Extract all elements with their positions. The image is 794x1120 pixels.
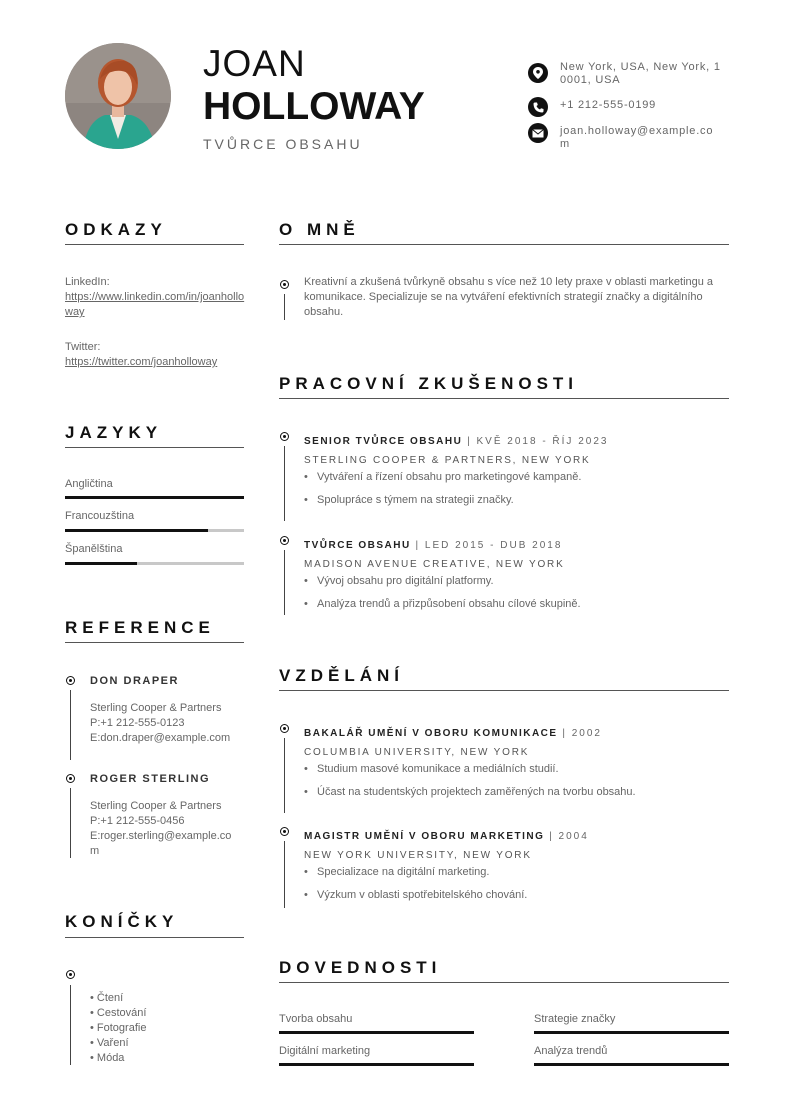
portrait-image xyxy=(65,43,171,149)
school-name: NEW YORK UNIVERSITY, NEW YORK xyxy=(304,850,532,861)
language-name: Angličtina xyxy=(65,478,113,490)
education-bullet-text: Výzkum v oblasti spotřebitelského chování. xyxy=(317,889,528,901)
education-bullet-text: Účast na studentských projektech zaměřených na tvorbu obsahu. xyxy=(317,786,636,798)
timeline-marker-icon xyxy=(280,724,289,733)
link-item-linkedin xyxy=(65,275,245,320)
job-heading xyxy=(304,535,562,553)
education-heading xyxy=(304,723,602,741)
job-title: SENIOR TVŮRCE OBSAHU xyxy=(304,436,463,447)
job-company: STERLING COOPER & PARTNERS, NEW YORK xyxy=(304,455,591,466)
skill-level-bar xyxy=(279,1031,474,1034)
language-level-bar xyxy=(65,496,244,499)
reference-name: DON DRAPER xyxy=(90,675,179,687)
education-bullet: • Studium masové komunikace a mediálních studií. xyxy=(304,763,559,775)
school-name: COLUMBIA UNIVERSITY, NEW YORK xyxy=(304,747,530,758)
language-level-fill xyxy=(65,496,244,499)
skill-name: Digitální marketing xyxy=(279,1045,371,1057)
degree-separator: | xyxy=(557,728,572,739)
job-title: TVŮRCE OBSAHU xyxy=(304,540,411,551)
reference-email: E:don.draper@example.com xyxy=(90,732,231,744)
skill-level-bar xyxy=(534,1031,729,1034)
skill-level-bar xyxy=(279,1063,474,1066)
reference-details xyxy=(90,799,240,859)
education-bullet: • Účast na studentských projektech zaměřených na tvorbu obsahu. xyxy=(304,786,636,798)
skills-section-title: DOVEDNOSTI xyxy=(279,958,442,977)
about-divider xyxy=(279,244,729,245)
language-level-bar xyxy=(65,562,244,565)
timeline-marker-icon xyxy=(280,827,289,836)
job-bullet: • Analýza trendů a přizpůsobení obsahu cílové skupině. xyxy=(304,598,581,610)
job-bullet-text: Spolupráce s týmem na strategii značky. xyxy=(317,494,514,506)
skill-name: Tvorba obsahu xyxy=(279,1013,353,1025)
timeline-marker-icon xyxy=(66,774,75,783)
experience-divider xyxy=(279,398,729,399)
hobbies-list xyxy=(90,991,146,1066)
last-name: HOLLOWAY xyxy=(203,85,425,128)
reference-phone: P:+1 212-555-0456 xyxy=(90,815,185,827)
language-level-fill xyxy=(65,529,208,532)
language-level-bar xyxy=(65,529,244,532)
language-name: Španělština xyxy=(65,543,123,555)
job-bullet: • Vytváření a řízení obsahu pro marketingové kampaně. xyxy=(304,471,582,483)
link-label: LinkedIn: xyxy=(65,276,110,288)
reference-phone: P:+1 212-555-0123 xyxy=(90,717,185,729)
about-text: Kreativní a zkušená tvůrkyně obsahu s více než 10 lety praxe v oblasti marketingu a komunikace. Specializuje se na vytváření efektivních strategií značky a digitálního obsahu. xyxy=(304,276,714,318)
about-section-title: O MNĚ xyxy=(279,220,360,239)
first-name: JOAN xyxy=(203,43,306,84)
contact-address: New York, USA, New York, 10001, USA xyxy=(560,61,721,86)
job-bullet-text: Vývoj obsahu pro digitální platformy. xyxy=(317,575,494,587)
language-level-fill xyxy=(65,562,137,565)
reference-name: ROGER STERLING xyxy=(90,773,211,785)
job-separator: | xyxy=(462,436,477,447)
references-section-title: REFERENCE xyxy=(65,618,215,637)
timeline-line xyxy=(284,841,285,908)
timeline-marker-icon xyxy=(280,432,289,441)
job-role: TVŮRCE OBSAHU xyxy=(203,136,363,152)
reference-company: Sterling Cooper & Partners xyxy=(90,702,222,714)
reference-company: Sterling Cooper & Partners xyxy=(90,800,222,812)
job-bullet: • Spolupráce s týmem na strategii značky. xyxy=(304,494,514,506)
education-bullet-text: Studium masové komunikace a mediálních studií. xyxy=(317,763,559,775)
education-heading xyxy=(304,826,589,844)
language-name: Francouzština xyxy=(65,510,135,522)
skill-name: Analýza trendů xyxy=(534,1045,608,1057)
links-section-title: ODKAZY xyxy=(65,220,167,239)
timeline-line xyxy=(284,738,285,813)
job-separator: | xyxy=(410,540,425,551)
experience-section-title: PRACOVNÍ ZKUŠENOSTI xyxy=(279,374,579,393)
references-divider xyxy=(65,642,244,643)
timeline-line xyxy=(70,788,71,858)
timeline-line xyxy=(284,294,285,320)
hobby-item: • Vaření xyxy=(90,1037,129,1049)
job-heading xyxy=(304,431,608,449)
degree-title: MAGISTR UMĚNÍ V OBORU MARKETING xyxy=(304,831,545,842)
job-date: KVĚ 2018 - ŘÍJ 2023 xyxy=(476,436,609,447)
education-bullet-text: Specializace na digitální marketing. xyxy=(317,866,490,878)
degree-separator: | xyxy=(544,831,559,842)
timeline-marker-icon xyxy=(66,970,75,979)
timeline-line xyxy=(70,690,71,760)
timeline-marker-icon xyxy=(280,280,289,289)
job-date: LED 2015 - DUB 2018 xyxy=(424,540,563,551)
timeline-line xyxy=(284,550,285,615)
job-company: MADISON AVENUE CREATIVE, NEW YORK xyxy=(304,559,565,570)
contact-phone: +1 212-555-0199 xyxy=(560,99,657,111)
hobbies-divider xyxy=(65,937,244,938)
timeline-line xyxy=(70,985,71,1065)
phone-icon xyxy=(528,97,548,117)
job-bullet: • Vývoj obsahu pro digitální platformy. xyxy=(304,575,494,587)
education-bullet: • Specializace na digitální marketing. xyxy=(304,866,490,878)
hobby-item: • Móda xyxy=(90,1052,125,1064)
hobby-item: • Cestování xyxy=(90,1007,147,1019)
education-section-title: VZDĚLÁNÍ xyxy=(279,666,404,685)
reference-email: E:roger.sterling@example.com xyxy=(90,830,232,857)
job-bullet-text: Vytváření a řízení obsahu pro marketingové kampaně. xyxy=(317,471,582,483)
linkedin-link[interactable]: https://www.linkedin.com/in/joanholloway xyxy=(65,291,245,318)
hobby-item: • Fotografie xyxy=(90,1022,147,1034)
reference-details xyxy=(90,701,250,746)
email-icon xyxy=(528,123,548,143)
location-pin-icon xyxy=(528,63,548,83)
job-bullet-text: Analýza trendů a přizpůsobení obsahu cílové skupině. xyxy=(317,598,581,610)
timeline-marker-icon xyxy=(66,676,75,685)
languages-divider xyxy=(65,447,244,448)
links-divider xyxy=(65,244,244,245)
skill-name: Strategie značky xyxy=(534,1013,616,1025)
education-bullet: • Výzkum v oblasti spotřebitelského chování. xyxy=(304,889,528,901)
link-item-twitter xyxy=(65,340,245,370)
contact-email: joan.holloway@example.com xyxy=(560,125,714,150)
hobby-item: • Čtení xyxy=(90,992,124,1004)
education-divider xyxy=(279,690,729,691)
timeline-marker-icon xyxy=(280,536,289,545)
skills-divider xyxy=(279,982,729,983)
hobbies-section-title: KONÍČKY xyxy=(65,912,179,931)
languages-section-title: JAZYKY xyxy=(65,423,163,442)
degree-date: 2004 xyxy=(558,831,589,842)
degree-date: 2002 xyxy=(571,728,602,739)
timeline-line xyxy=(284,446,285,521)
twitter-link[interactable]: https://twitter.com/joanholloway xyxy=(65,356,218,368)
skill-level-bar xyxy=(534,1063,729,1066)
degree-title: BAKALÁŘ UMĚNÍ V OBORU KOMUNIKACE xyxy=(304,728,558,739)
link-label: Twitter: xyxy=(65,341,101,353)
profile-photo xyxy=(65,43,171,149)
